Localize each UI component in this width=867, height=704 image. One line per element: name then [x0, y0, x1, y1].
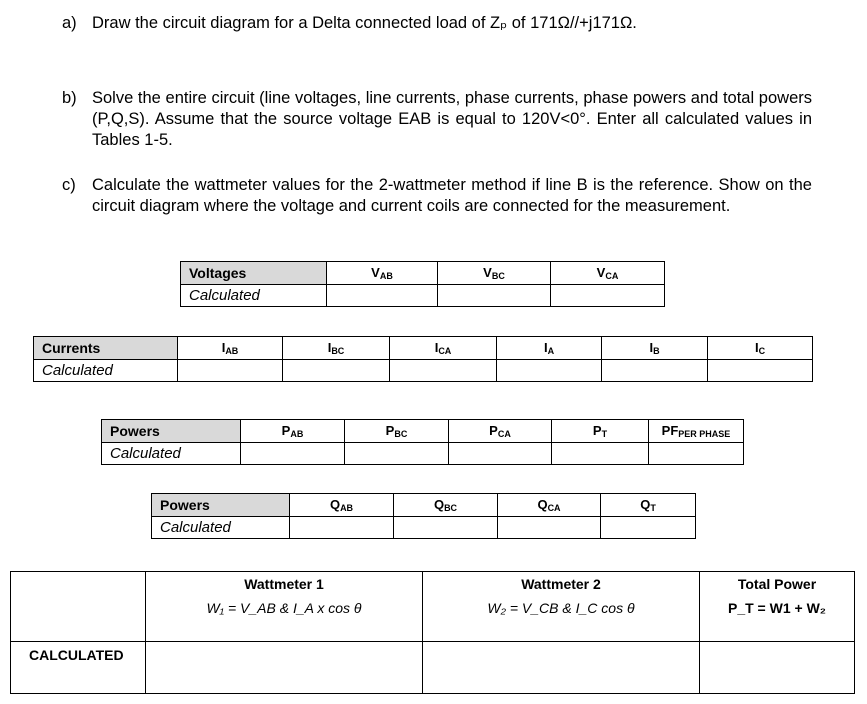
cell-v-bc[interactable] — [438, 285, 551, 307]
wattmeter-1-title: Wattmeter 1 — [244, 576, 324, 592]
question-c-label: c) — [62, 176, 76, 194]
powers-p-row-label: Calculated — [102, 443, 241, 465]
wattmeter-row-label: CALCULATED — [11, 642, 146, 694]
wattmeter-1-formula: W₁ = V_AB & I_A x cos θ — [206, 600, 362, 616]
powers-p-table — [101, 419, 744, 465]
cell-p-ab[interactable] — [241, 443, 345, 465]
total-power-formula: P_T = W1 + W₂ — [727, 600, 827, 616]
cell-wattmeter-1[interactable] — [146, 642, 423, 694]
col-i-a: $I_A$ — [497, 337, 602, 360]
wattmeter-2-formula: W₂ = V_CB & I_C cos θ — [487, 600, 635, 616]
col-p-t: $P_T$ — [552, 420, 649, 443]
col-v-bc: $V_{BC}$ — [438, 262, 551, 285]
currents-row-label: Calculated — [34, 360, 178, 382]
col-q-ab: $Q_{AB}$ — [290, 494, 394, 517]
col-q-t: $Q_T$ — [601, 494, 696, 517]
cell-i-ca[interactable] — [390, 360, 497, 382]
cell-q-ca[interactable] — [498, 517, 601, 539]
wattmeter-corner-cell — [11, 572, 146, 642]
cell-q-t[interactable] — [601, 517, 696, 539]
col-i-bc: $I_{BC}$ — [283, 337, 390, 360]
cell-i-b[interactable] — [602, 360, 708, 382]
col-i-b: $I_B$ — [602, 337, 708, 360]
cell-q-bc[interactable] — [394, 517, 498, 539]
powers-q-header: Powers — [152, 494, 290, 517]
voltages-row-label: Calculated — [181, 285, 327, 307]
cell-v-ca[interactable] — [551, 285, 665, 307]
question-b-text: Solve the entire circuit (line voltages, line currents, phase currents, phase powers and total powers (P,Q,S). Assume that the source voltage EAB is equal to 120V<0°. Enter all calculated values in Tables 1-5. — [92, 89, 812, 149]
col-v-ab: $V_{AB}$ — [327, 262, 438, 285]
cell-total-power[interactable] — [700, 642, 855, 694]
col-q-bc: $Q_{BC}$ — [394, 494, 498, 517]
currents-table — [33, 336, 813, 382]
total-power-header — [700, 572, 855, 642]
voltages-table — [180, 261, 665, 307]
powers-q-table — [151, 493, 696, 539]
cell-i-c[interactable] — [708, 360, 813, 382]
question-a-text: Draw the circuit diagram for a Delta connected load of Zₚ of 171Ω//+j171Ω. — [92, 14, 637, 32]
wattmeter-1-header — [146, 572, 423, 642]
col-q-ca: $Q_{CA}$ — [498, 494, 601, 517]
cell-i-a[interactable] — [497, 360, 602, 382]
col-i-c: $I_C$ — [708, 337, 813, 360]
col-p-ca: $P_{CA}$ — [449, 420, 552, 443]
voltages-header: Voltages — [181, 262, 327, 285]
question-a-label: a) — [62, 14, 77, 32]
question-c — [62, 175, 814, 241]
col-i-ca: $I_{CA}$ — [390, 337, 497, 360]
currents-header: Currents — [34, 337, 178, 360]
wattmeter-2-title: Wattmeter 2 — [521, 576, 601, 592]
cell-wattmeter-2[interactable] — [423, 642, 700, 694]
total-power-title: Total Power — [737, 576, 817, 592]
cell-pf-per-phase[interactable] — [649, 443, 744, 465]
question-b-label: b) — [62, 89, 77, 107]
cell-p-ca[interactable] — [449, 443, 552, 465]
wattmeter-2-header — [423, 572, 700, 642]
question-c-text: Calculate the wattmeter values for the 2-wattmeter method if line B is the reference. Show on the circuit diagram where the voltage and current coils are connected for the measurement. — [92, 176, 812, 215]
col-pf-per-phase: $PF_{PER PHASE}$ — [649, 420, 744, 443]
col-v-ca: $V_{CA}$ — [551, 262, 665, 285]
col-i-ab: $I_{AB}$ — [178, 337, 283, 360]
cell-q-ab[interactable] — [290, 517, 394, 539]
col-p-ab: $P_{AB}$ — [241, 420, 345, 443]
question-b — [62, 88, 814, 154]
powers-p-header: Powers — [102, 420, 241, 443]
question-a — [62, 13, 822, 37]
powers-q-row-label: Calculated — [152, 517, 290, 539]
cell-i-ab[interactable] — [178, 360, 283, 382]
cell-i-bc[interactable] — [283, 360, 390, 382]
col-p-bc: $P_{BC}$ — [345, 420, 449, 443]
wattmeter-table — [10, 571, 855, 694]
cell-p-t[interactable] — [552, 443, 649, 465]
cell-v-ab[interactable] — [327, 285, 438, 307]
cell-p-bc[interactable] — [345, 443, 449, 465]
